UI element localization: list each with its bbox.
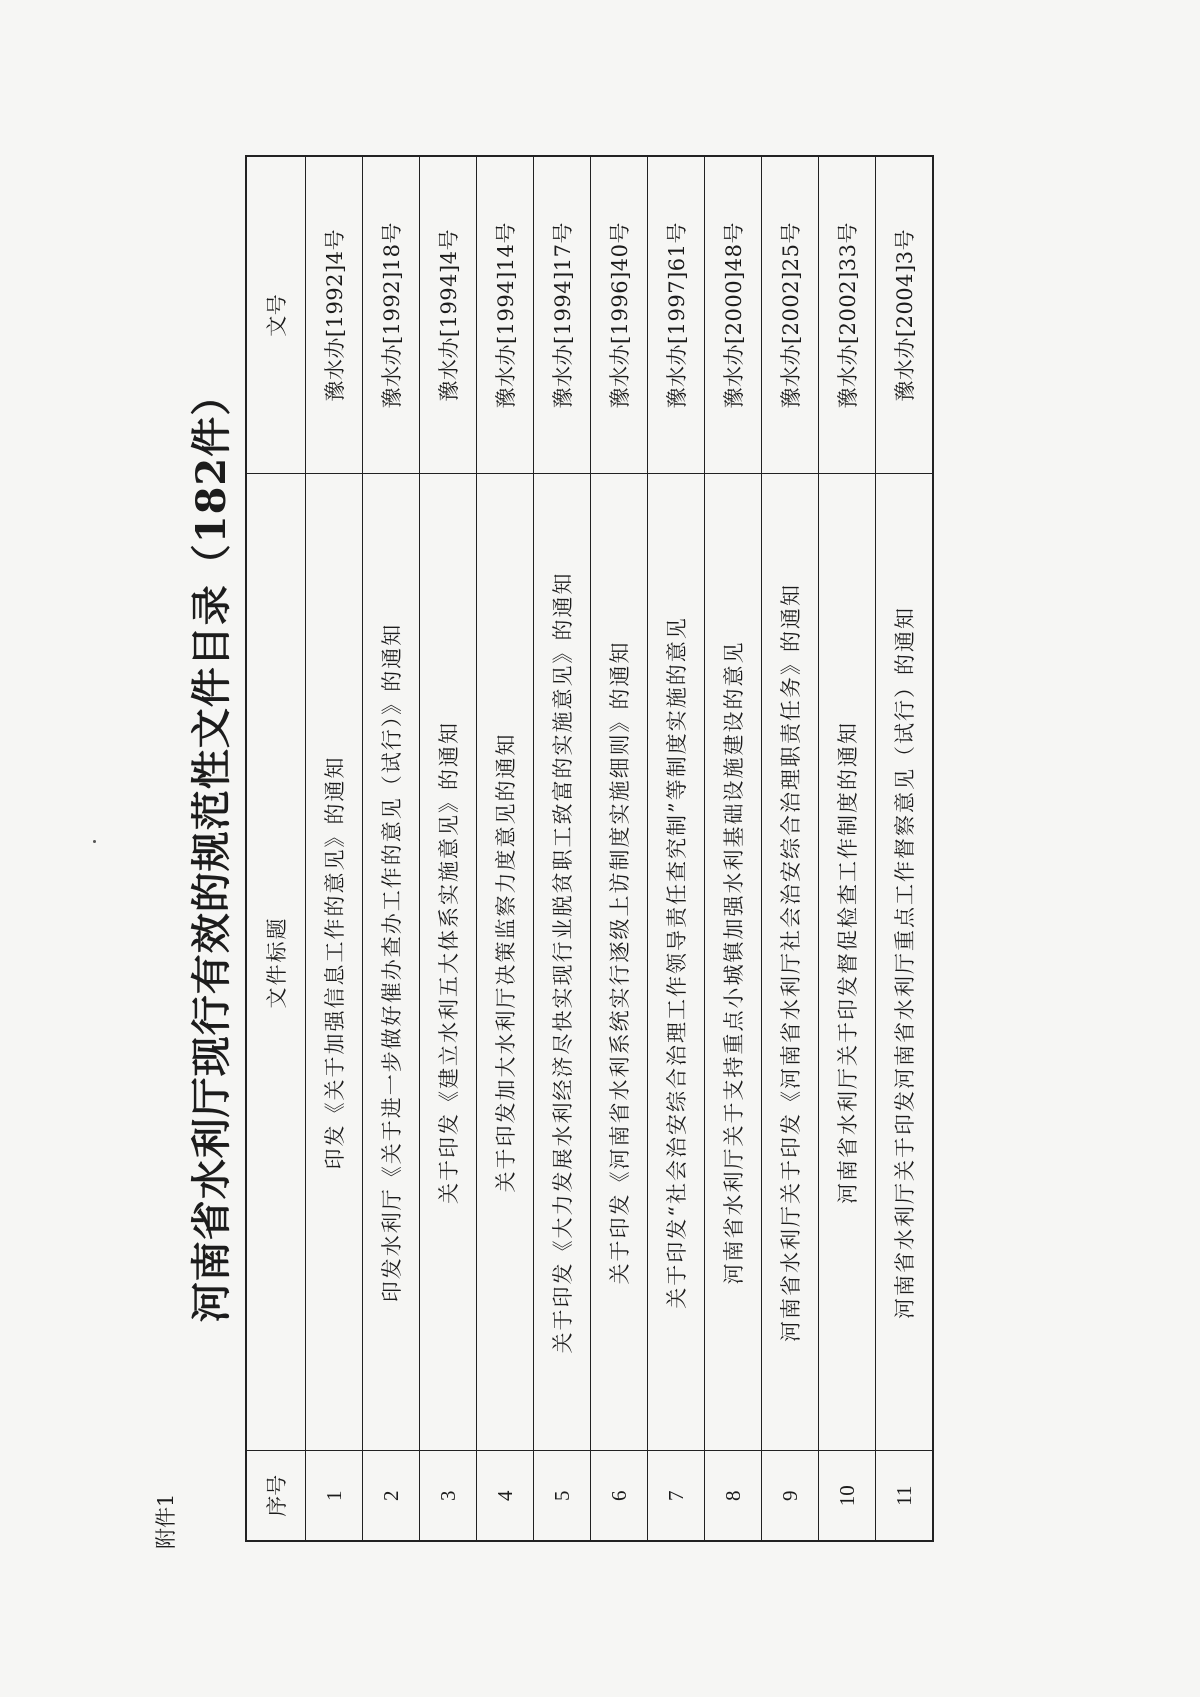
row-title: 关于印发加大水利厅决策监察力度意见的通知 bbox=[477, 474, 534, 1451]
table-row bbox=[762, 156, 819, 1541]
table-row bbox=[363, 156, 420, 1541]
row-seq: 5 bbox=[534, 1451, 591, 1541]
row-doc-no: 豫水办[1994]14号 bbox=[477, 156, 534, 474]
table-row bbox=[648, 156, 705, 1541]
row-title: 印发《关于加强信息工作的意见》的通知 bbox=[306, 474, 363, 1451]
table-row bbox=[591, 156, 648, 1541]
row-doc-no: 豫水办[2002]25号 bbox=[762, 156, 819, 474]
row-title: 河南省水利厅关于印发河南省水利厅重点工作督察意见（试行）的通知 bbox=[876, 474, 934, 1451]
row-doc-no: 豫水办[1994]4号 bbox=[420, 156, 477, 474]
table-row bbox=[819, 156, 876, 1541]
row-doc-no: 豫水办[1992]18号 bbox=[363, 156, 420, 474]
row-seq: 6 bbox=[591, 1451, 648, 1541]
row-seq: 7 bbox=[648, 1451, 705, 1541]
row-doc-no: 豫水办[2000]48号 bbox=[705, 156, 762, 474]
row-doc-no: 豫水办[2002]33号 bbox=[819, 156, 876, 474]
table-row bbox=[420, 156, 477, 1541]
row-title: 关于印发《河南省水利系统实行逐级上访制度实施细则》的通知 bbox=[591, 474, 648, 1451]
row-doc-no: 豫水办[1996]40号 bbox=[591, 156, 648, 474]
row-title: 关于印发《大力发展水利经济尽快实现行业脱贫职工致富的实施意见》的通知 bbox=[534, 474, 591, 1451]
table-row bbox=[306, 156, 363, 1541]
header-seq: 序号 bbox=[246, 1451, 306, 1541]
row-doc-no: 豫水办[1997]61号 bbox=[648, 156, 705, 474]
row-title: 印发水利厅《关于进一步做好催办查办工作的意见（试行）》的通知 bbox=[363, 474, 420, 1451]
row-doc-no: 豫水办[2004]3号 bbox=[876, 156, 934, 474]
row-title: 关于印发“社会治安综合治理工作领导责任查究制”等制度实施的意见 bbox=[648, 474, 705, 1451]
table-row bbox=[534, 156, 591, 1541]
row-doc-no: 豫水办[1994]17号 bbox=[534, 156, 591, 474]
row-seq: 1 bbox=[306, 1451, 363, 1541]
document-title: 河南省水利厅现行有效的规范性文件目录（182件） bbox=[188, 374, 235, 1323]
table-header-row bbox=[246, 156, 306, 1541]
row-title: 河南省水利厅关于印发《河南省水利厅社会治安综合治理职责任务》的通知 bbox=[762, 474, 819, 1451]
row-title: 河南省水利厅关于印发督促检查工作制度的通知 bbox=[819, 474, 876, 1451]
row-seq: 4 bbox=[477, 1451, 534, 1541]
document-catalog-table bbox=[245, 155, 934, 1542]
annex-label: 附件1 bbox=[154, 1493, 178, 1549]
row-seq: 8 bbox=[705, 1451, 762, 1541]
table-row bbox=[705, 156, 762, 1541]
row-seq: 10 bbox=[819, 1451, 876, 1541]
table-row bbox=[477, 156, 534, 1541]
header-title: 文件标题 bbox=[246, 474, 306, 1451]
row-seq: 2 bbox=[363, 1451, 420, 1541]
table-row bbox=[876, 156, 934, 1541]
row-seq: 3 bbox=[420, 1451, 477, 1541]
row-title: 河南省水利厅关于支持重点小城镇加强水利基础设施建设的意见 bbox=[705, 474, 762, 1451]
row-seq: 11 bbox=[876, 1451, 934, 1541]
row-seq: 9 bbox=[762, 1451, 819, 1541]
row-doc-no: 豫水办[1992]4号 bbox=[306, 156, 363, 474]
row-title: 关于印发《建立水利五大体系实施意见》的通知 bbox=[420, 474, 477, 1451]
header-doc-no: 文号 bbox=[246, 156, 306, 474]
